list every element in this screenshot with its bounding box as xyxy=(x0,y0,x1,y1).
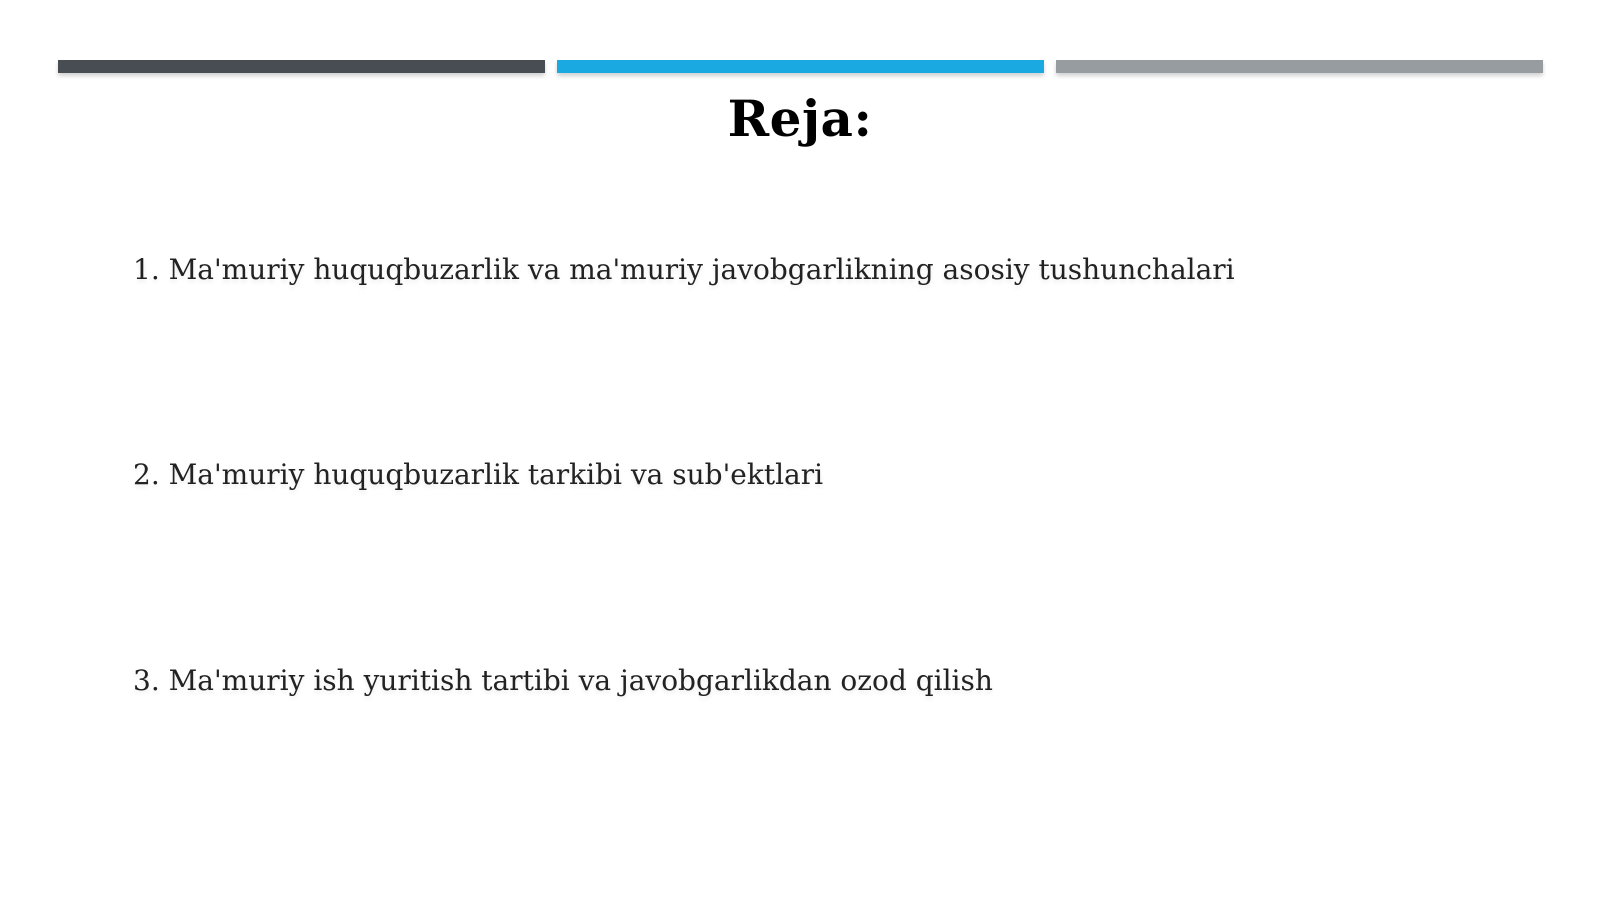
slide-title: Reja: xyxy=(727,89,873,148)
plan-item-1: 1. Ma'muriy huquqbuzarlik va ma'muriy javobgarlikning asosiy tushunchalari xyxy=(133,253,1235,286)
plan-item-3: 3. Ma'muriy ish yuritish tartibi va javobgarlikdan ozod qilish xyxy=(133,664,993,697)
plan-item-2: 2. Ma'muriy huquqbuzarlik tarkibi va sub'ektlari xyxy=(133,458,824,491)
top-bar-gray xyxy=(1056,60,1543,73)
top-bar-dark xyxy=(58,60,545,73)
top-bar-blue xyxy=(557,60,1044,73)
